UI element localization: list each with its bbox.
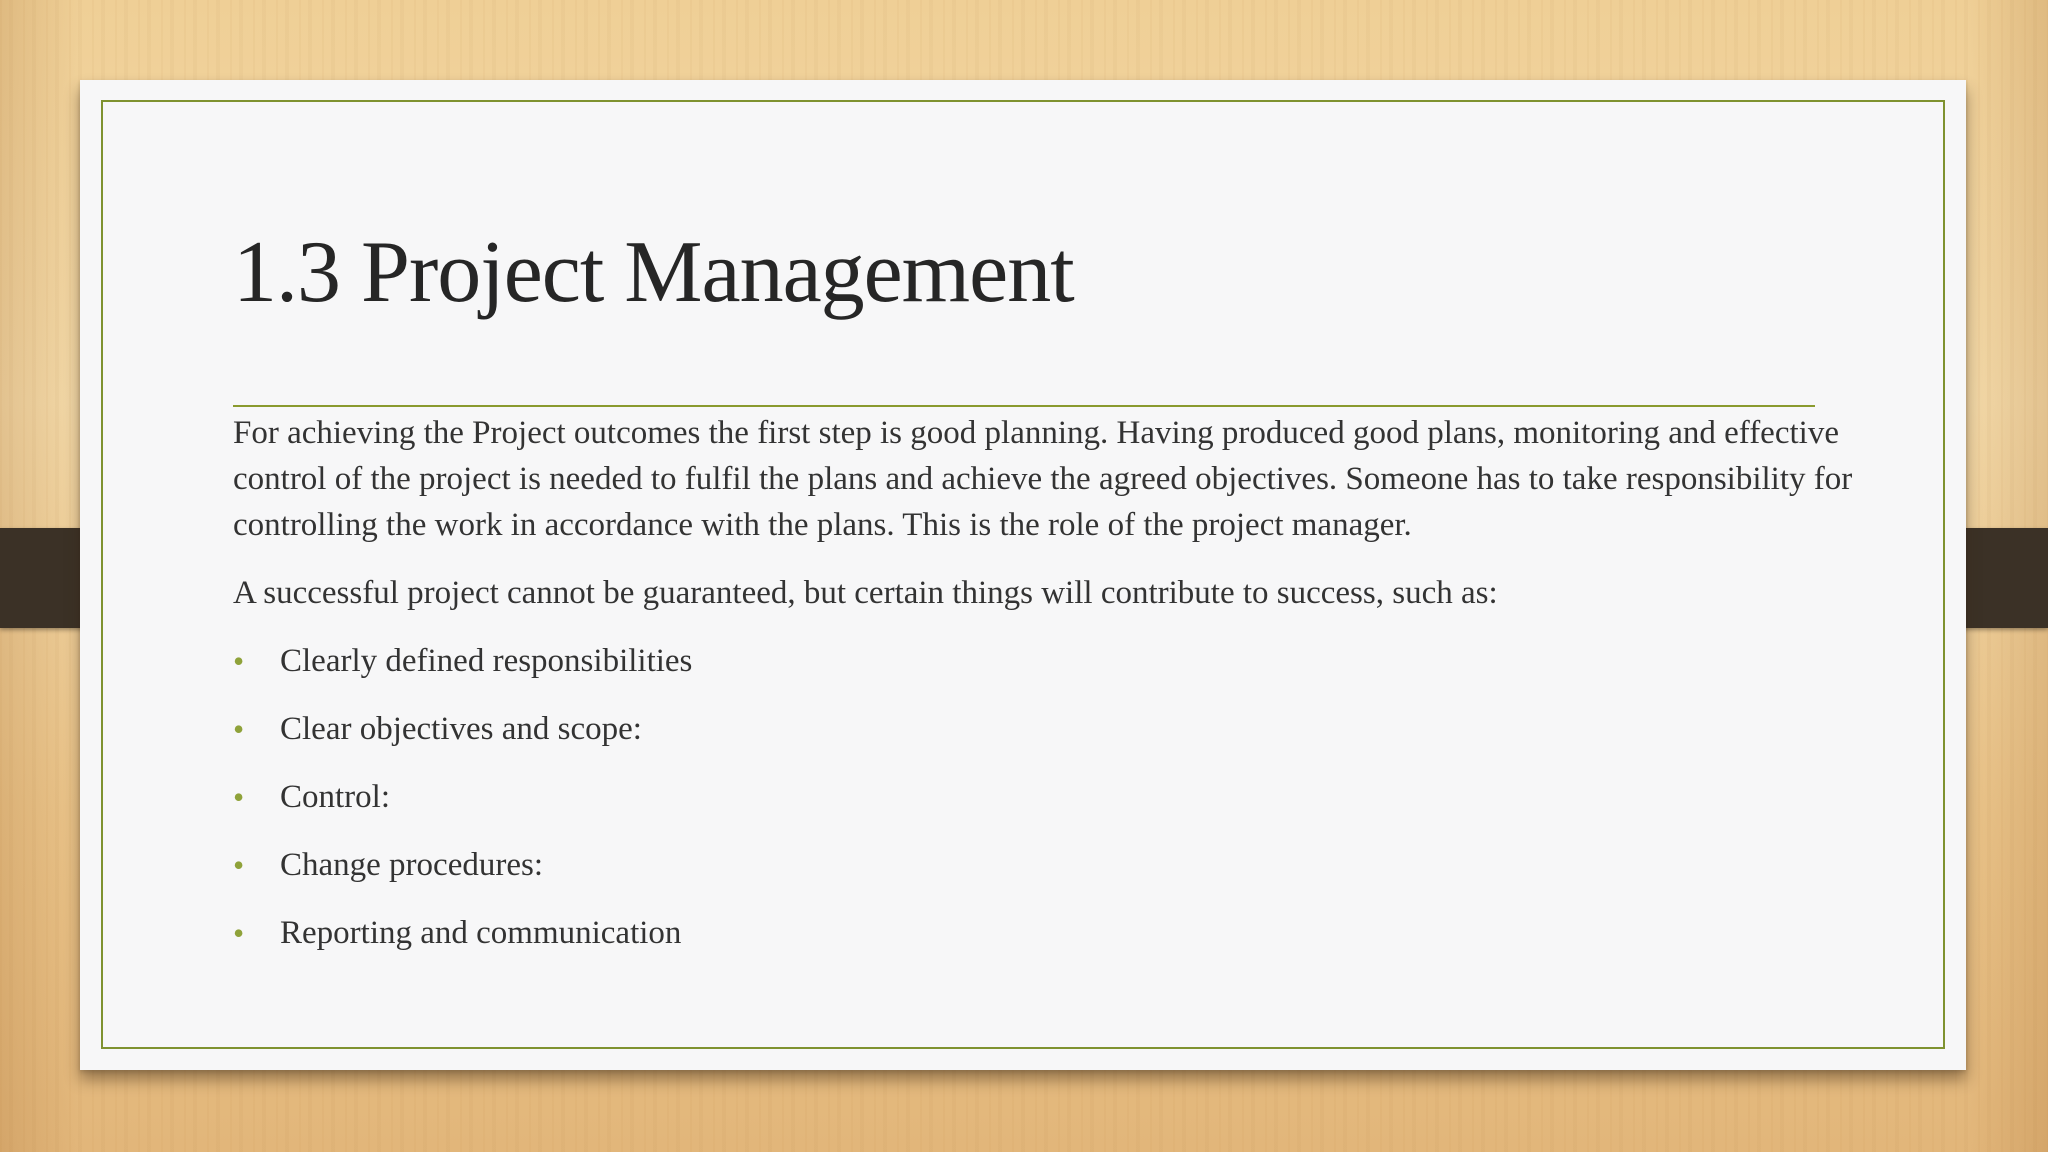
bullet-list [233,638,1883,956]
list-item [233,638,1883,684]
bullet-icon: • [233,847,245,883]
slide [80,80,1966,1070]
intro-paragraph: For achieving the Project outcomes the first step is good planning. Having produced good plans, monitoring and effective control of the project is needed to fulfil the plans and achieve the agreed objectives. Someone has to take responsibility for controlling the work in accordance with the plans. This is the role of the project manager. [233,415,1853,543]
slide-body [233,410,1883,978]
bullet-icon: • [233,643,245,679]
lead-in-paragraph: A successful project cannot be guaranteed, but certain things will contribute to success, such as: [233,575,1498,611]
bullet-text: Reporting and communication [280,915,682,951]
list-item [233,842,1883,888]
bullet-text: Clearly defined responsibilities [280,643,693,679]
bullet-icon: • [233,711,245,747]
bullet-text: Change procedures: [280,847,543,883]
title-divider [233,405,1815,407]
list-item [233,910,1883,956]
bullet-text: Control: [280,779,391,815]
list-item [233,774,1883,820]
bullet-text: Clear objectives and scope: [280,711,642,747]
bullet-icon: • [233,915,245,951]
bullet-icon: • [233,779,245,815]
slide-title: 1.3 Project Management [233,224,1074,321]
list-item [233,706,1883,752]
